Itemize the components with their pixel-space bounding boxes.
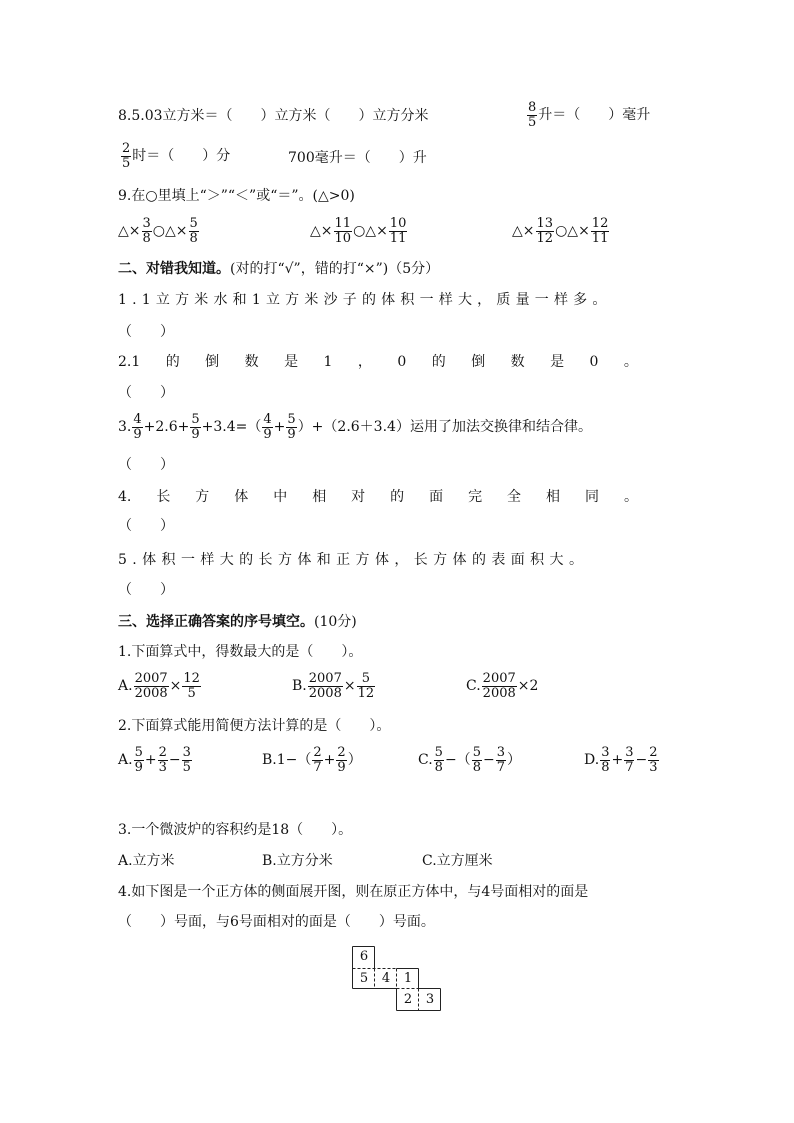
sec3-q2: 2.下面算式能用简便方法计算的是（ ）。 (118, 718, 391, 734)
q8-line-c: $\frac{2}{5}$ 时＝（ ）分 (122, 140, 231, 171)
sec3-q4-line1: 4.如下图是一个正方体的侧面展开图，则在原正方体中，与4号面相对的面是 (118, 884, 589, 900)
sec3-q4-line2: （ ）号面，与6号面相对的面是（ ）号面。 (118, 914, 435, 930)
sec3-q3-option-a: A.立方米 (118, 853, 175, 869)
fraction: $\frac{2}{5}$ (122, 140, 131, 171)
sec3-q2-option-c: C. $\frac{5}{8}$ −（ $\frac{5}{8}$ − $\frac{3}{7}$ ） (418, 744, 521, 775)
net-face-1: 1 (403, 971, 413, 986)
q9-item-2: △× $\frac{11}{10}$ ○△× $\frac{10}{11}$ (310, 215, 407, 246)
sec3-q3-option-c: C.立方厘米 (422, 853, 493, 869)
sec2-q1: 1.1立方米水和1立方米沙子的体积一样大，质量一样多。 (118, 292, 612, 308)
sec3-q1: 1.下面算式中，得数最大的是（ ）。 (118, 644, 363, 660)
section-3-heading: 三、选择正确答案的序号填空。(10分) (118, 614, 357, 630)
sec2-q2-blank: （ ） (118, 385, 174, 401)
sec3-q2-option-a: A. $\frac{5}{9}$ + $\frac{2}{3}$ − $\frac{3}{5}$ (118, 744, 191, 775)
q8-line-a: 8.5.03立方米＝（ ）立方米（ ）立方分米 (118, 108, 429, 124)
q9-item-3: △× $\frac{13}{12}$ ○△× $\frac{12}{11}$ (512, 215, 609, 246)
q8-line-b: $\frac{8}{5}$ 升＝（ ）毫升 (528, 99, 651, 130)
net-face-3: 3 (425, 992, 435, 1007)
sec3-q3-option-b: B.立方分米 (262, 853, 333, 869)
sec3-q2-option-d: D. $\frac{3}{8}$ + $\frac{3}{7}$ − $\frac{2}{3}$ (584, 744, 658, 775)
sec3-q3: 3.一个微波炉的容积约是18（ ）。 (118, 822, 353, 838)
q9-title: 9.在○里填上“＞”“＜”或“＝”。(△>0) (118, 188, 355, 204)
net-face-6: 6 (359, 949, 369, 964)
sec2-q1-blank: （ ） (118, 324, 174, 340)
sec2-q3-blank: （ ） (118, 457, 174, 473)
q9-item-1: △× $\frac{3}{8}$ ○△× $\frac{5}{8}$ (118, 215, 198, 246)
sec2-q4-blank: （ ） (118, 518, 174, 534)
net-face-4: 4 (381, 971, 391, 986)
sec3-q1-option-a: A. $\frac{2007}{2008}$ × $\frac{12}{5}$ (118, 670, 200, 701)
sec2-q2: 2.1 的 倒 数 是 1 ， 0 的 倒 数 是 0 。 (118, 354, 638, 370)
sec2-q4: 4. 长 方 体 中 相 对 的 面 完 全 相 同 。 (118, 489, 638, 505)
sec3-q2-option-b: B.1−（ $\frac{2}{7}$ + $\frac{2}{9}$ ） (262, 744, 362, 775)
fraction: $\frac{8}{5}$ (528, 99, 537, 130)
net-face-5: 5 (359, 971, 369, 986)
section-2-heading: 二、对错我知道。(对的打“√”，错的打“×”)（5分） (118, 261, 440, 277)
sec2-q5: 5.体积一样大的长方体和正方体，长方体的表面积大。 (118, 552, 589, 568)
net-face-2: 2 (403, 992, 413, 1007)
sec3-q1-option-c: C. $\frac{2007}{2008}$ ×2 (466, 670, 539, 701)
sec3-q1-option-b: B. $\frac{2007}{2008}$ × $\frac{5}{12}$ (292, 670, 375, 701)
sec2-q5-blank: （ ） (118, 582, 174, 598)
q8-line-d: 700毫升＝（ ）升 (288, 150, 427, 166)
sec2-q3: 3. $\frac{4}{9}$ +2.6+ $\frac{5}{9}$ +3.4=（ $\frac{4}{9}$ + $\frac{5}{9}$ ）+（2.6＋3.4）运用了加法交换律和结合律。 (118, 411, 592, 442)
cube-net-figure (352, 946, 444, 1014)
